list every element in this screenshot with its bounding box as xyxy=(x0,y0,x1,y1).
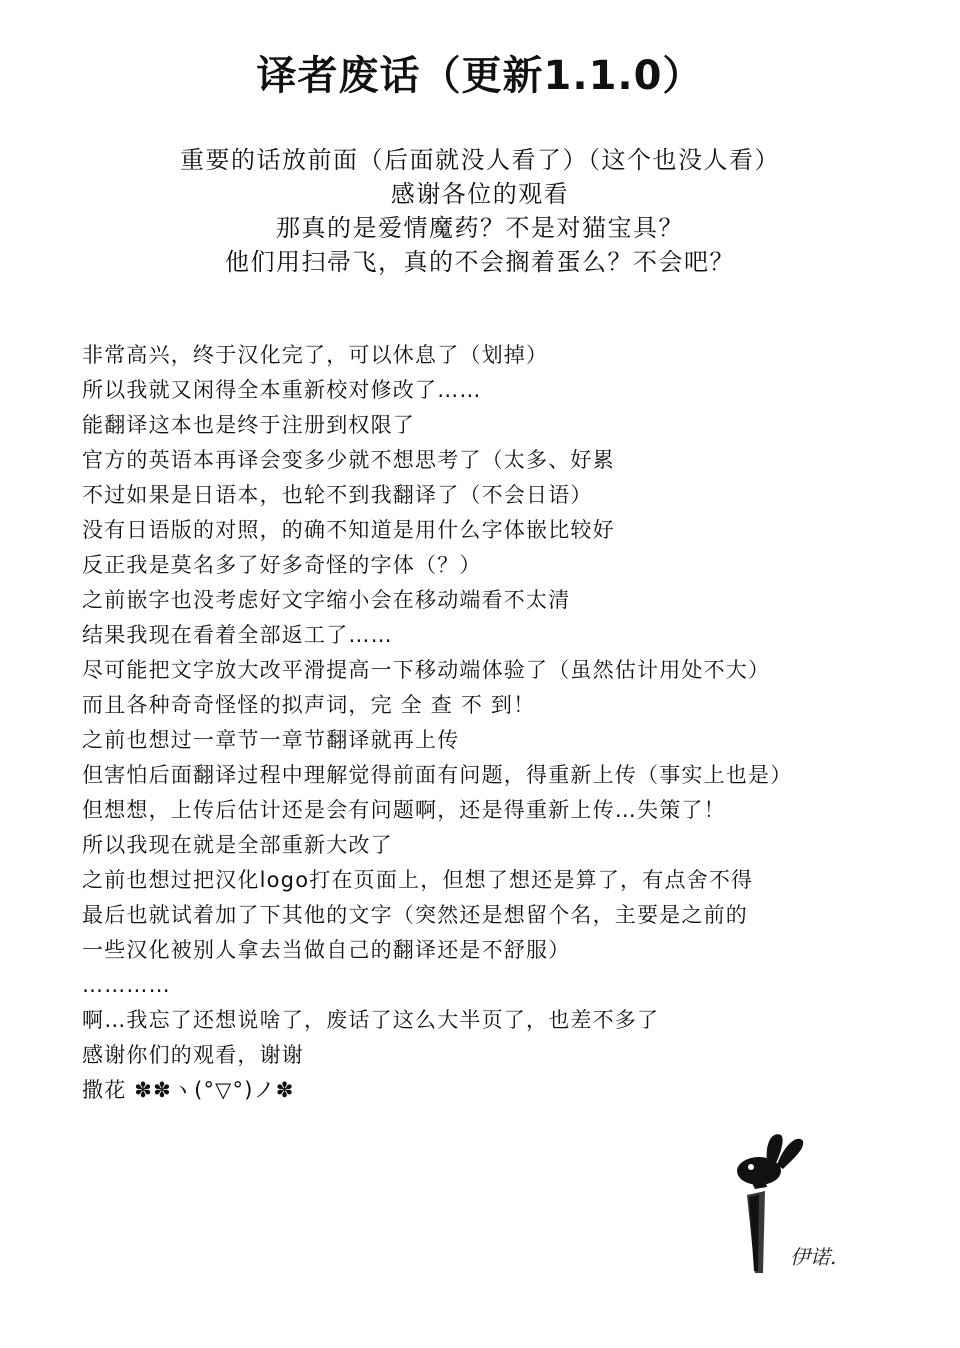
intro-line: 那真的是爱情魔药？不是对猫宝具？ xyxy=(276,214,684,242)
body-line: ………… xyxy=(82,973,171,997)
body-line: 所以我现在就是全部重新大改了 xyxy=(82,833,393,857)
body-line: 能翻译这本也是终于注册到权限了 xyxy=(82,413,415,437)
body-line: 最后也就试着加了下其他的文字（突然还是想留个名，主要是之前的 xyxy=(82,903,748,927)
body-line: 不过如果是日语本，也轮不到我翻译了（不会日语） xyxy=(82,483,593,507)
body-line: 感谢你们的观看，谢谢 xyxy=(82,1043,304,1067)
body-line: 之前嵌字也没考虑好文字缩小会在移动端看不太清 xyxy=(82,588,571,612)
body-line: 但害怕后面翻译过程中理解觉得前面有问题，得重新上传（事实上也是） xyxy=(82,763,793,787)
intro-line: 他们用扫帚飞，真的不会搁着蛋么？不会吧？ xyxy=(225,248,735,276)
body-line: 所以我就又闲得全本重新校对修改了…… xyxy=(82,378,482,402)
signature-name: 伊诺. xyxy=(790,1245,837,1269)
body-line: 非常高兴，终于汉化完了，可以休息了（划掉） xyxy=(82,343,549,367)
page-title: 译者废话（更新1.1.0） xyxy=(256,53,704,99)
body-line: 之前也想过一章节一章节翻译就再上传 xyxy=(82,728,460,752)
body-line: 一些汉化被别人拿去当做自己的翻译还是不舒服） xyxy=(82,938,571,962)
intro-line: 感谢各位的观看 xyxy=(390,180,570,208)
body-line: 而且各种奇奇怪怪的拟声词，完 全 查 不 到！ xyxy=(82,693,536,717)
body-line: 尽可能把文字放大改平滑提高一下移动端体验了（虽然估计用处不大） xyxy=(82,658,771,682)
intro-line: 重要的话放前面（后面就没人看了）（这个也没人看） xyxy=(180,146,780,174)
intro-block xyxy=(0,143,960,279)
body-line: 没有日语版的对照，的确不知道是用什么字体嵌比较好 xyxy=(82,518,615,542)
body-line: 反正我是莫名多了好多奇怪的字体（？） xyxy=(82,553,482,577)
body-line: 但想想，上传后估计还是会有问题啊，还是得重新上传…失策了！ xyxy=(82,798,726,822)
body-line: 结果我现在看着全部返工了…… xyxy=(82,623,393,647)
body-text xyxy=(82,338,902,1108)
body-line: 啊…我忘了还想说啥了，废话了这么大半页了，也差不多了 xyxy=(82,1008,660,1032)
body-line: 官方的英语本再译会变多少就不想思考了（太多、好累 xyxy=(82,448,615,472)
body-line: 之前也想过把汉化logo打在页面上，但想了想还是算了，有点舍不得 xyxy=(82,868,754,892)
body-line: 撒花 ✽✽ヽ(°▽°)ノ✽ xyxy=(82,1078,295,1102)
